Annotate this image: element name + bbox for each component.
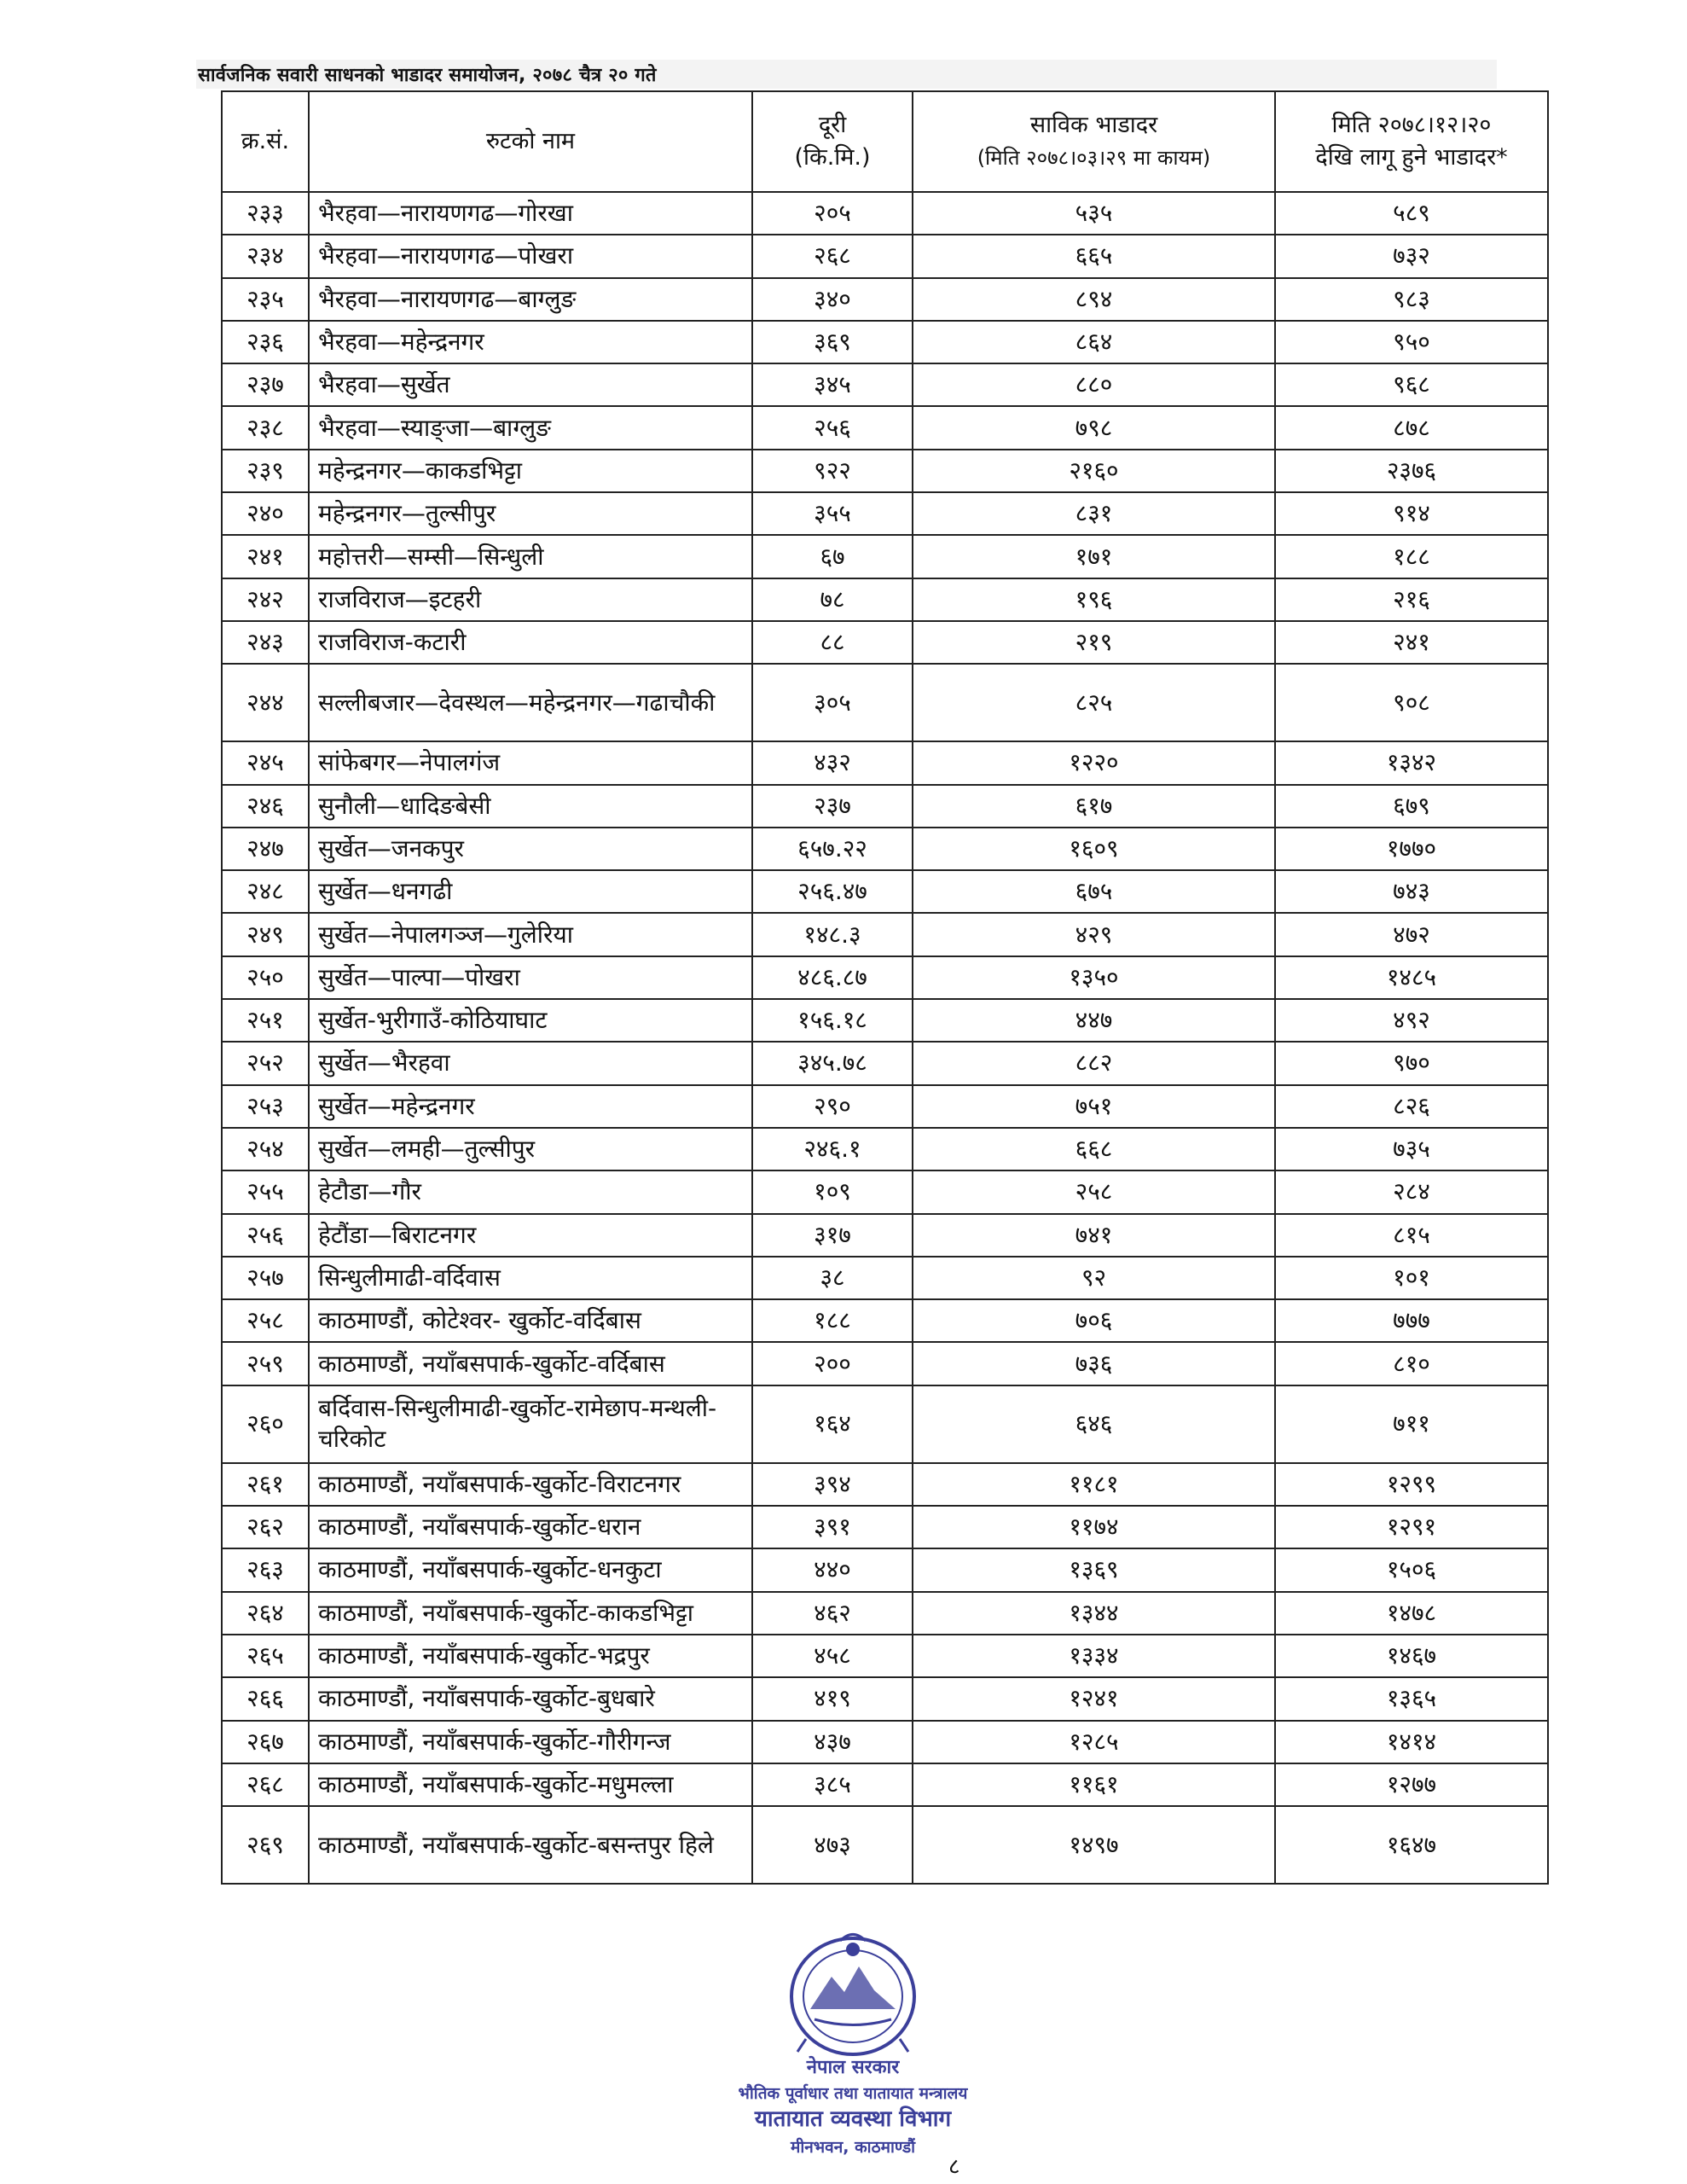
cell-distance: ४१९ xyxy=(752,1677,913,1720)
cell-route: सुनौली—धादिङबेसी xyxy=(309,785,752,828)
cell-old-fare: ११७४ xyxy=(913,1506,1275,1548)
cell-route: राजविराज-कटारी xyxy=(309,621,752,664)
seal-text-3: यातायात व्यवस्था विभाग xyxy=(754,2106,952,2132)
col-header-distance xyxy=(752,91,913,192)
col-header-old-fare xyxy=(913,91,1275,192)
table-row xyxy=(222,1677,1548,1720)
cell-sn: २५९ xyxy=(222,1342,309,1385)
cell-sn: २४१ xyxy=(222,535,309,578)
cell-route: सुर्खेत—भैरहवा xyxy=(309,1042,752,1084)
cell-new-fare: १३४२ xyxy=(1275,741,1548,784)
cell-route: काठमाण्डौं, नयाँबसपार्क-खुर्कोट-धरान xyxy=(309,1506,752,1548)
cell-new-fare: ७११ xyxy=(1275,1385,1548,1463)
cell-old-fare: ६४६ xyxy=(913,1385,1275,1463)
cell-distance: ६५७.२२ xyxy=(752,828,913,870)
cell-sn: २६४ xyxy=(222,1592,309,1635)
cell-sn: २५७ xyxy=(222,1257,309,1299)
cell-old-fare: ८९४ xyxy=(913,278,1275,321)
cell-sn: २५१ xyxy=(222,999,309,1042)
cell-sn: २६३ xyxy=(222,1548,309,1591)
cell-old-fare: ७९८ xyxy=(913,406,1275,449)
cell-old-fare: ६६५ xyxy=(913,235,1275,277)
cell-old-fare: १७१ xyxy=(913,535,1275,578)
cell-new-fare: ९०८ xyxy=(1275,664,1548,741)
cell-route: सांफेबगर—नेपालगंज xyxy=(309,741,752,784)
cell-distance: ४३२ xyxy=(752,741,913,784)
cell-sn: २६८ xyxy=(222,1763,309,1806)
cell-sn: २६७ xyxy=(222,1721,309,1763)
cell-route: भैरहवा—नारायणगढ—बाग्लुङ xyxy=(309,278,752,321)
cell-distance: ३९४ xyxy=(752,1463,913,1506)
cell-distance: ३६९ xyxy=(752,321,913,363)
cell-route: भैरहवा—सुर्खेत xyxy=(309,363,752,406)
cell-new-fare: २१६ xyxy=(1275,578,1548,621)
col-header-distance-line2: (कि.मि.) xyxy=(794,144,871,171)
cell-new-fare: ९८३ xyxy=(1275,278,1548,321)
cell-old-fare: ५३५ xyxy=(913,192,1275,235)
cell-new-fare: ७४३ xyxy=(1275,870,1548,913)
table-row xyxy=(222,535,1548,578)
table-row xyxy=(222,664,1548,741)
cell-route: हेटौडा—गौर xyxy=(309,1170,752,1213)
cell-sn: २४० xyxy=(222,492,309,535)
table-row xyxy=(222,192,1548,235)
cell-new-fare: १५०६ xyxy=(1275,1548,1548,1591)
cell-old-fare: १२८५ xyxy=(913,1721,1275,1763)
table-row xyxy=(222,741,1548,784)
cell-distance: ३४५ xyxy=(752,363,913,406)
cell-distance: ४४० xyxy=(752,1548,913,1591)
cell-distance: ४३७ xyxy=(752,1721,913,1763)
cell-route: भैरहवा—स्याङ्जा—बाग्लुङ xyxy=(309,406,752,449)
col-header-new-fare-line1: मिति २०७८।१२।२० xyxy=(1331,112,1492,138)
cell-sn: २३४ xyxy=(222,235,309,277)
cell-new-fare: ४७२ xyxy=(1275,913,1548,956)
cell-old-fare: ११८१ xyxy=(913,1463,1275,1506)
cell-distance: ३१७ xyxy=(752,1214,913,1257)
cell-sn: २४४ xyxy=(222,664,309,741)
col-header-route: रुटको नाम xyxy=(309,91,752,192)
table-header-row xyxy=(222,91,1548,192)
cell-distance: १५६.१८ xyxy=(752,999,913,1042)
cell-new-fare: ४९२ xyxy=(1275,999,1548,1042)
cell-sn: २५० xyxy=(222,956,309,999)
table-row xyxy=(222,1548,1548,1591)
table-row xyxy=(222,450,1548,492)
table-row xyxy=(222,1763,1548,1806)
cell-distance: २५६ xyxy=(752,406,913,449)
cell-distance: १८८ xyxy=(752,1299,913,1342)
cell-new-fare: १२९९ xyxy=(1275,1463,1548,1506)
cell-old-fare: १३५० xyxy=(913,956,1275,999)
col-header-old-fare-line1: साविक भाडादर xyxy=(1029,112,1158,138)
table-row xyxy=(222,785,1548,828)
cell-sn: २५२ xyxy=(222,1042,309,1084)
cell-new-fare: ९६८ xyxy=(1275,363,1548,406)
cell-route: काठमाण्डौं, नयाँबसपार्क-खुर्कोट-वर्दिबास xyxy=(309,1342,752,1385)
cell-route: काठमाण्डौं, नयाँबसपार्क-खुर्कोट-बसन्तपुर हिले xyxy=(309,1806,752,1884)
fare-table-body xyxy=(222,192,1548,1884)
cell-distance: ७८ xyxy=(752,578,913,621)
cell-route: काठमाण्डौं, नयाँबसपार्क-खुर्कोट-भद्रपुर xyxy=(309,1635,752,1677)
cell-new-fare: ९१४ xyxy=(1275,492,1548,535)
cell-new-fare: १४१४ xyxy=(1275,1721,1548,1763)
cell-sn: २६६ xyxy=(222,1677,309,1720)
cell-old-fare: १२२० xyxy=(913,741,1275,784)
cell-route: महेन्द्रनगर—तुल्सीपुर xyxy=(309,492,752,535)
cell-sn: २५६ xyxy=(222,1214,309,1257)
cell-sn: २५४ xyxy=(222,1128,309,1170)
table-row xyxy=(222,278,1548,321)
cell-distance: २३७ xyxy=(752,785,913,828)
cell-new-fare: ९७० xyxy=(1275,1042,1548,1084)
cell-old-fare: १६०९ xyxy=(913,828,1275,870)
cell-old-fare: १४९७ xyxy=(913,1806,1275,1884)
cell-new-fare: १०१ xyxy=(1275,1257,1548,1299)
cell-sn: २३७ xyxy=(222,363,309,406)
cell-distance: १४८.३ xyxy=(752,913,913,956)
cell-route: सिन्धुलीमाढी-वर्दिवास xyxy=(309,1257,752,1299)
cell-new-fare: १४७८ xyxy=(1275,1592,1548,1635)
table-row xyxy=(222,913,1548,956)
cell-distance: ४७३ xyxy=(752,1806,913,1884)
cell-route: काठमाण्डौं, नयाँबसपार्क-खुर्कोट-धनकुटा xyxy=(309,1548,752,1591)
cell-distance: ३४५.७८ xyxy=(752,1042,913,1084)
cell-distance: ३९१ xyxy=(752,1506,913,1548)
table-row xyxy=(222,1170,1548,1213)
cell-new-fare: २४१ xyxy=(1275,621,1548,664)
cell-distance: ४५८ xyxy=(752,1635,913,1677)
cell-new-fare: १४८५ xyxy=(1275,956,1548,999)
cell-route: भैरहवा—नारायणगढ—गोरखा xyxy=(309,192,752,235)
cell-sn: २३६ xyxy=(222,321,309,363)
col-header-sn: क्र.सं. xyxy=(222,91,309,192)
cell-route: बर्दिवास-सिन्धुलीमाढी-खुर्कोट-रामेछाप-मन्थली-चरिकोट xyxy=(309,1385,752,1463)
table-row xyxy=(222,578,1548,621)
cell-new-fare: १२७७ xyxy=(1275,1763,1548,1806)
table-row xyxy=(222,406,1548,449)
cell-distance: ३०५ xyxy=(752,664,913,741)
cell-route: सुर्खेत—पाल्पा—पोखरा xyxy=(309,956,752,999)
cell-old-fare: १२४१ xyxy=(913,1677,1275,1720)
col-header-new-fare xyxy=(1275,91,1548,192)
cell-distance: ८८ xyxy=(752,621,913,664)
cell-new-fare: ८७८ xyxy=(1275,406,1548,449)
cell-distance: २०० xyxy=(752,1342,913,1385)
cell-sn: २६५ xyxy=(222,1635,309,1677)
table-row xyxy=(222,1257,1548,1299)
cell-old-fare: १३६९ xyxy=(913,1548,1275,1591)
table-row xyxy=(222,1592,1548,1635)
cell-new-fare: १७७० xyxy=(1275,828,1548,870)
cell-distance: २०५ xyxy=(752,192,913,235)
table-row xyxy=(222,999,1548,1042)
table-row xyxy=(222,1463,1548,1506)
table-row xyxy=(222,1042,1548,1084)
cell-distance: ३८ xyxy=(752,1257,913,1299)
cell-route: सुर्खेत—लमही—तुल्सीपुर xyxy=(309,1128,752,1170)
document-header: सार्वजनिक सवारी साधनको भाडादर समायोजन, २०७८ चैत्र २० गते xyxy=(198,65,657,86)
table-row xyxy=(222,1342,1548,1385)
cell-route: महेन्द्रनगर—काकडभिट्टा xyxy=(309,450,752,492)
cell-new-fare: ८१० xyxy=(1275,1342,1548,1385)
cell-old-fare: ४२९ xyxy=(913,913,1275,956)
cell-old-fare: ८६४ xyxy=(913,321,1275,363)
cell-old-fare: २१९ xyxy=(913,621,1275,664)
cell-sn: २३५ xyxy=(222,278,309,321)
cell-distance: २६८ xyxy=(752,235,913,277)
cell-distance: ३५५ xyxy=(752,492,913,535)
cell-sn: २६१ xyxy=(222,1463,309,1506)
cell-distance: ४६२ xyxy=(752,1592,913,1635)
cell-sn: २४२ xyxy=(222,578,309,621)
cell-route: महोत्तरी—सम्सी—सिन्धुली xyxy=(309,535,752,578)
cell-sn: २३९ xyxy=(222,450,309,492)
cell-route: काठमाण्डौं, नयाँबसपार्क-खुर्कोट-बुधबारे xyxy=(309,1677,752,1720)
cell-sn: २३३ xyxy=(222,192,309,235)
cell-distance: २५६.४७ xyxy=(752,870,913,913)
cell-old-fare: २१६० xyxy=(913,450,1275,492)
cell-new-fare: १३६५ xyxy=(1275,1677,1548,1720)
cell-sn: २४९ xyxy=(222,913,309,956)
cell-distance: ९२२ xyxy=(752,450,913,492)
cell-new-fare: १२९१ xyxy=(1275,1506,1548,1548)
cell-sn: २६२ xyxy=(222,1506,309,1548)
cell-route: राजविराज—इटहरी xyxy=(309,578,752,621)
cell-sn: २५८ xyxy=(222,1299,309,1342)
seal-text-2: भौतिक पूर्वाधार तथा यातायात मन्त्रालय xyxy=(738,2084,968,2103)
cell-route: सुर्खेत—जनकपुर xyxy=(309,828,752,870)
table-row xyxy=(222,1385,1548,1463)
page-number: ८ xyxy=(948,2154,960,2180)
cell-route: काठमाण्डौं, नयाँबसपार्क-खुर्कोट-गौरीगन्ज xyxy=(309,1721,752,1763)
cell-route: सुर्खेत—धनगढी xyxy=(309,870,752,913)
cell-route: सुर्खेत—महेन्द्रनगर xyxy=(309,1085,752,1128)
cell-old-fare: ७४१ xyxy=(913,1214,1275,1257)
cell-new-fare: ६७९ xyxy=(1275,785,1548,828)
cell-route: काठमाण्डौं, नयाँबसपार्क-खुर्कोट-विराटनगर xyxy=(309,1463,752,1506)
table-row xyxy=(222,1635,1548,1677)
cell-new-fare: ९५० xyxy=(1275,321,1548,363)
col-header-distance-line1: दूरी xyxy=(818,112,847,138)
table-row xyxy=(222,1299,1548,1342)
cell-sn: २६० xyxy=(222,1385,309,1463)
col-header-new-fare-line2: देखि लागू हुने भाडादर* xyxy=(1315,144,1508,171)
table-row xyxy=(222,1128,1548,1170)
cell-new-fare: २३७६ xyxy=(1275,450,1548,492)
cell-route: काठमाण्डौं, नयाँबसपार्क-खुर्कोट-काकडभिट्टा xyxy=(309,1592,752,1635)
cell-old-fare: ६७५ xyxy=(913,870,1275,913)
cell-old-fare: ७०६ xyxy=(913,1299,1275,1342)
cell-old-fare: ११६१ xyxy=(913,1763,1275,1806)
table-row xyxy=(222,1085,1548,1128)
cell-old-fare: ८८२ xyxy=(913,1042,1275,1084)
cell-new-fare: ५८९ xyxy=(1275,192,1548,235)
table-row xyxy=(222,492,1548,535)
cell-old-fare: १३३४ xyxy=(913,1635,1275,1677)
table-row xyxy=(222,363,1548,406)
cell-distance: ३४० xyxy=(752,278,913,321)
cell-distance: १०९ xyxy=(752,1170,913,1213)
cell-sn: २४७ xyxy=(222,828,309,870)
table-row xyxy=(222,1214,1548,1257)
cell-sn: २५३ xyxy=(222,1085,309,1128)
cell-old-fare: ८८० xyxy=(913,363,1275,406)
table-row xyxy=(222,828,1548,870)
seal-text-4: मीनभवन, काठमाण्डौं xyxy=(790,2138,916,2157)
cell-old-fare: ४४७ xyxy=(913,999,1275,1042)
cell-new-fare: ७७७ xyxy=(1275,1299,1548,1342)
cell-old-fare: ७५१ xyxy=(913,1085,1275,1128)
cell-sn: २५५ xyxy=(222,1170,309,1213)
cell-sn: २४५ xyxy=(222,741,309,784)
cell-distance: ३८५ xyxy=(752,1763,913,1806)
cell-old-fare: ९२ xyxy=(913,1257,1275,1299)
cell-route: हेटौंडा—बिराटनगर xyxy=(309,1214,752,1257)
seal-graphic xyxy=(712,1924,994,2171)
cell-new-fare: ८१५ xyxy=(1275,1214,1548,1257)
cell-new-fare: १४६७ xyxy=(1275,1635,1548,1677)
table-row xyxy=(222,235,1548,277)
cell-distance: १६४ xyxy=(752,1385,913,1463)
cell-route: सुर्खेत-भुरीगाउँ-कोठियाघाट xyxy=(309,999,752,1042)
cell-new-fare: ७३२ xyxy=(1275,235,1548,277)
cell-route: भैरहवा—नारायणगढ—पोखरा xyxy=(309,235,752,277)
cell-old-fare: २५८ xyxy=(913,1170,1275,1213)
cell-route: सल्लीबजार—देवस्थल—महेन्द्रनगर—गढाचौकी xyxy=(309,664,752,741)
table-row xyxy=(222,870,1548,913)
cell-new-fare: २८४ xyxy=(1275,1170,1548,1213)
table-row xyxy=(222,956,1548,999)
cell-old-fare: ७३६ xyxy=(913,1342,1275,1385)
col-header-old-fare-line2: (मिति २०७८।०३।२९ मा कायम) xyxy=(977,146,1211,170)
cell-distance: २९० xyxy=(752,1085,913,1128)
cell-route: सुर्खेत—नेपालगञ्ज—गुलेरिया xyxy=(309,913,752,956)
cell-old-fare: १९६ xyxy=(913,578,1275,621)
cell-sn: २६९ xyxy=(222,1806,309,1884)
cell-old-fare: ६१७ xyxy=(913,785,1275,828)
cell-route: भैरहवा—महेन्द्रनगर xyxy=(309,321,752,363)
cell-sn: २३८ xyxy=(222,406,309,449)
cell-sn: २४६ xyxy=(222,785,309,828)
cell-old-fare: १३४४ xyxy=(913,1592,1275,1635)
cell-distance: ६७ xyxy=(752,535,913,578)
table-row xyxy=(222,321,1548,363)
cell-old-fare: ८३१ xyxy=(913,492,1275,535)
seal-text-1: नेपाल सरकार xyxy=(806,2057,900,2078)
table-row xyxy=(222,1506,1548,1548)
cell-new-fare: ७३५ xyxy=(1275,1128,1548,1170)
cell-sn: २४८ xyxy=(222,870,309,913)
table-row xyxy=(222,621,1548,664)
government-seal-icon xyxy=(712,1924,994,2171)
cell-distance: ४८६.८७ xyxy=(752,956,913,999)
fare-table xyxy=(221,90,1549,1885)
cell-route: काठमाण्डौं, नयाँबसपार्क-खुर्कोट-मधुमल्ला xyxy=(309,1763,752,1806)
cell-old-fare: ८२५ xyxy=(913,664,1275,741)
cell-new-fare: ८२६ xyxy=(1275,1085,1548,1128)
cell-route: काठमाण्डौं, कोटेश्वर- खुर्कोट-वर्दिबास xyxy=(309,1299,752,1342)
cell-new-fare: १८८ xyxy=(1275,535,1548,578)
cell-sn: २४३ xyxy=(222,621,309,664)
cell-distance: २४६.१ xyxy=(752,1128,913,1170)
table-row xyxy=(222,1721,1548,1763)
table-row xyxy=(222,1806,1548,1884)
cell-new-fare: १६४७ xyxy=(1275,1806,1548,1884)
cell-old-fare: ६६८ xyxy=(913,1128,1275,1170)
